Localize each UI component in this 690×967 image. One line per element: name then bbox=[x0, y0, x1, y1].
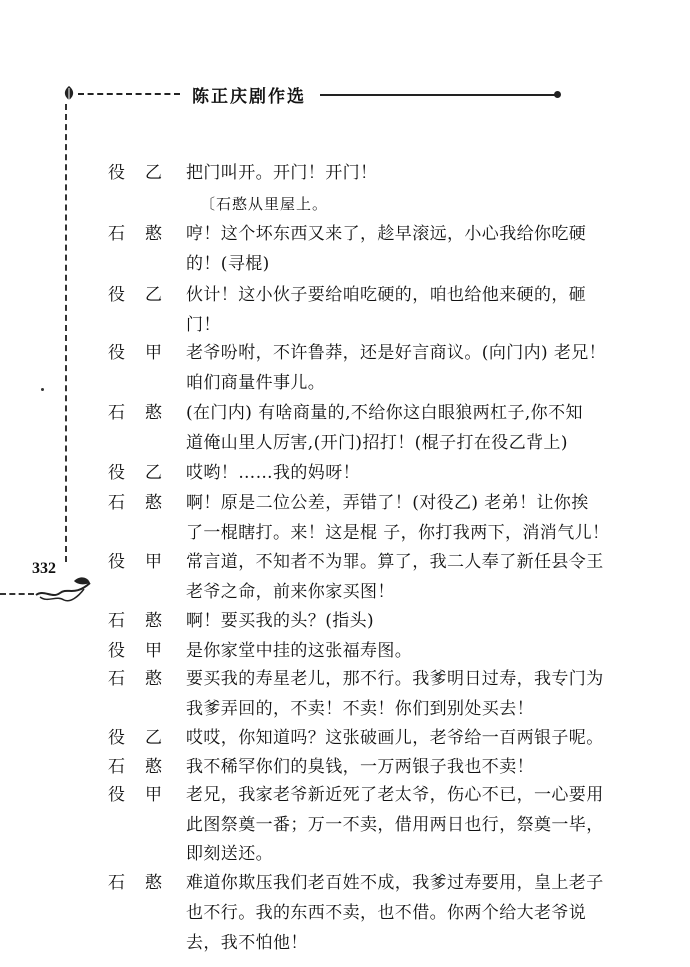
speaker-label: 石憨 bbox=[108, 873, 182, 893]
dialogue-continuation bbox=[108, 928, 668, 958]
speaker-label: 石憨 bbox=[108, 669, 182, 689]
stage-direction-text: 〔石憨从里屋上。 bbox=[200, 195, 329, 213]
speaker-label: 石憨 bbox=[108, 493, 182, 513]
dialogue-line bbox=[108, 219, 668, 249]
dialogue-line bbox=[108, 488, 668, 518]
dialogue-text: 啊！要买我的头？(指头) bbox=[186, 611, 375, 631]
dialogue-text: 了一棍瞎打。来！这是棍 子，你打我两下，消消气儿！ bbox=[186, 523, 610, 543]
dialogue-continuation bbox=[108, 249, 668, 279]
dialogue-text: 门！ bbox=[186, 315, 221, 335]
speaker-label: 石憨 bbox=[108, 403, 182, 423]
book-title: 陈正庆剧作选 bbox=[192, 87, 306, 107]
running-header bbox=[62, 82, 502, 106]
dialogue-text: 要买我的寿星老儿，那不行。我爹明日过寿，我专门为 bbox=[186, 669, 604, 689]
speaker-label: 役甲 bbox=[108, 785, 182, 805]
speaker-label: 石憨 bbox=[108, 224, 182, 244]
dialogue-text: 难道你欺压我们老百姓不成，我爹过寿要用，皇上老子 bbox=[186, 873, 604, 893]
dialogue-text: 去，我不怕他！ bbox=[186, 933, 308, 953]
dialogue-line bbox=[108, 723, 668, 753]
dialogue-continuation bbox=[108, 810, 668, 840]
dialogue-line bbox=[108, 868, 668, 898]
dialogue-text: (在门内) 有啥商量的,不给你这白眼狼两杠子,你不知 bbox=[186, 403, 583, 423]
leaf-ornament-icon bbox=[62, 85, 76, 101]
dialogue-continuation bbox=[108, 577, 668, 607]
speaker-label: 石憨 bbox=[108, 611, 182, 631]
speaker-label: 役甲 bbox=[108, 641, 182, 661]
dialogue-text: 把门叫开。开门！开门！ bbox=[186, 163, 378, 183]
dialogue-text: 老爷吩咐，不许鲁莽，还是好言商议。(向门内) 老兄！ bbox=[186, 343, 607, 363]
dialogue-text: 的！(寻棍) bbox=[186, 254, 270, 274]
dialogue-text: 咱们商量件事儿。 bbox=[186, 373, 326, 393]
dialogue-line bbox=[108, 606, 668, 636]
dialogue-text: 哼！这个坏东西又来了，趁早滚远，小心我给你吃硬 bbox=[186, 224, 587, 244]
speaker-label: 役乙 bbox=[108, 285, 182, 305]
dialogue-line bbox=[108, 547, 668, 577]
dialogue-text: 此图祭奠一番；万一不卖，借用两日也行，祭奠一毕， bbox=[186, 815, 604, 835]
speaker-label: 役甲 bbox=[108, 552, 182, 572]
speaker-label: 役乙 bbox=[108, 163, 182, 183]
dialogue-line bbox=[108, 280, 668, 310]
stage-direction-line bbox=[108, 189, 668, 219]
dialogue-text: 即刻送还。 bbox=[186, 844, 273, 864]
dialogue-line bbox=[108, 780, 668, 810]
dialogue-line bbox=[108, 158, 668, 188]
page-number-dash-rule bbox=[0, 593, 34, 595]
margin-dashed-line bbox=[65, 104, 67, 562]
dialogue-line bbox=[108, 338, 668, 368]
dialogue-line bbox=[108, 458, 668, 488]
dialogue-text: 也不行。我的东西不卖，也不借。你两个给大老爷说 bbox=[186, 903, 587, 923]
speaker-label: 石憨 bbox=[108, 757, 182, 777]
speaker-label: 役乙 bbox=[108, 463, 182, 483]
dialogue-text: 哎哎，你知道吗？这张破画儿，老爷给一百两银子呢。 bbox=[186, 728, 604, 748]
dialogue-line bbox=[108, 398, 668, 428]
header-dash-rule bbox=[78, 93, 180, 95]
header-rule-dot bbox=[554, 91, 561, 98]
dialogue-continuation bbox=[108, 310, 668, 340]
header-solid-rule bbox=[320, 94, 558, 96]
dialogue-continuation bbox=[108, 368, 668, 398]
page-number: 332 bbox=[32, 560, 56, 577]
dialogue-text: 常言道，不知者不为罪。算了，我二人奉了新任县令王 bbox=[186, 552, 604, 572]
dialogue-line bbox=[108, 664, 668, 694]
dialogue-continuation bbox=[108, 898, 668, 928]
dialogue-line bbox=[108, 752, 668, 782]
dialogue-text: 老兄，我家老爷新近死了老太爷，伤心不已，一心要用 bbox=[186, 785, 604, 805]
dialogue-continuation bbox=[108, 839, 668, 869]
print-speck bbox=[41, 388, 44, 391]
speaker-label: 役乙 bbox=[108, 728, 182, 748]
dialogue-continuation bbox=[108, 694, 668, 724]
page-number-ornament-icon bbox=[34, 573, 92, 603]
dialogue-continuation bbox=[108, 518, 668, 548]
dialogue-continuation bbox=[108, 428, 668, 458]
dialogue-text: 老爷之命，前来你家买图！ bbox=[186, 582, 395, 602]
dialogue-text: 是你家堂中挂的这张福寿图。 bbox=[186, 641, 413, 661]
dialogue-text: 我不稀罕你们的臭钱，一万两银子我也不卖！ bbox=[186, 757, 534, 777]
dialogue-text: 哎哟！……我的妈呀！ bbox=[186, 463, 360, 483]
dialogue-text: 道俺山里人厉害,(开门)招打！(棍子打在役乙背上) bbox=[186, 433, 568, 453]
dialogue-text: 伙计！这小伙子要给咱吃硬的，咱也给他来硬的，砸 bbox=[186, 285, 587, 305]
dialogue-line bbox=[108, 636, 668, 666]
dialogue-text: 我爹弄回的，不卖！不卖！你们到别处买去！ bbox=[186, 699, 534, 719]
speaker-label: 役甲 bbox=[108, 343, 182, 363]
dialogue-text: 啊！原是二位公差，弄错了！(对役乙) 老弟！让你挨 bbox=[186, 493, 589, 513]
